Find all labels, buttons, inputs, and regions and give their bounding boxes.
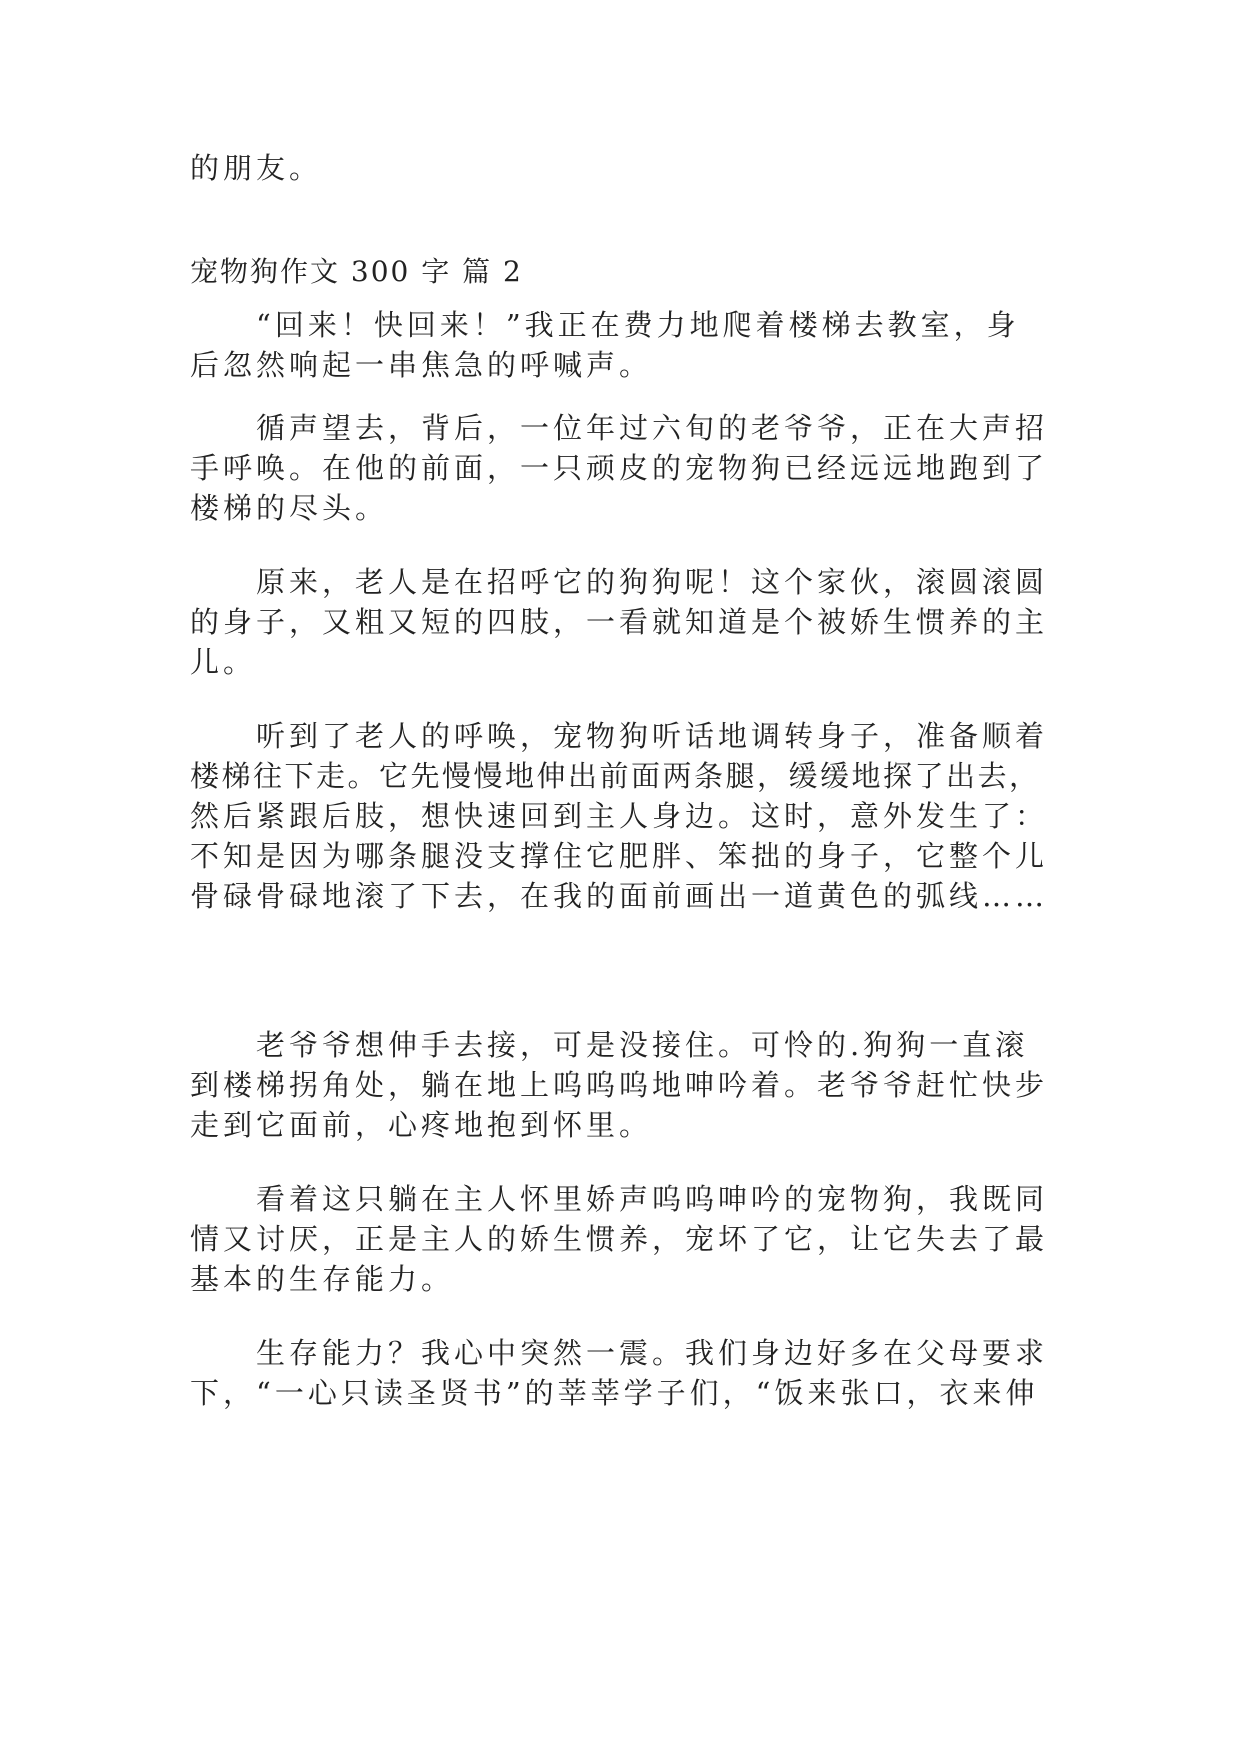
heading-text: 宠物狗作文 300 字 篇 2 [190, 255, 523, 288]
text-line: 老爷爷想伸手去接，可是没接住。可怜的.狗狗一直滚 [256, 1028, 1029, 1062]
text-line: 听到了老人的呼唤，宠物狗听话地调转身子，准备顺着 [256, 719, 1049, 753]
text-line: 骨碌骨碌地滚了下去，在我的面前画出一道黄色的弧线…… [190, 879, 1049, 913]
previous-section-tail [190, 148, 1050, 188]
text-line: 手呼唤。在他的前面，一只顽皮的宠物狗已经远远地跑到了 [190, 451, 1049, 485]
text-line: 下，“一心只读圣贤书”的莘莘学子们，“饭来张口，衣来伸 [190, 1376, 1039, 1410]
text-line: 看着这只躺在主人怀里娇声呜呜呻吟的宠物狗，我既同 [256, 1182, 1049, 1216]
text-line: 楼梯的尽头。 [190, 491, 389, 525]
text-line: 循声望去，背后，一位年过六旬的老爷爷，正在大声招 [256, 411, 1049, 445]
text-line: 然后紧跟后肢，想快速回到主人身边。这时，意外发生了： [190, 799, 1049, 833]
paragraph-2 [190, 408, 1050, 528]
text-line: 情又讨厌，正是主人的娇生惯养，宠坏了它，让它失去了最 [190, 1222, 1049, 1256]
paragraph-6 [190, 1179, 1050, 1299]
text-line: 的朋友。 [190, 151, 323, 185]
paragraph-5 [190, 1025, 1050, 1145]
paragraph-4 [190, 716, 1050, 916]
text-line: 走到它面前，心疼地抱到怀里。 [190, 1108, 653, 1142]
text-line: 儿。 [190, 645, 257, 679]
paragraph-1 [190, 305, 1050, 385]
paragraph-7 [190, 1333, 1050, 1413]
text-line: 后忽然响起一串焦急的呼喊声。 [190, 348, 653, 382]
text-line: 楼梯往下走。它先慢慢地伸出前面两条腿，缓缓地探了出去， [190, 759, 1041, 793]
section-heading [190, 252, 1050, 292]
text-line: 生存能力？我心中突然一震。我们身边好多在父母要求 [256, 1336, 1049, 1370]
text-line: 到楼梯拐角处，躺在地上呜呜呜地呻吟着。老爷爷赶忙快步 [190, 1068, 1049, 1102]
paragraph-3 [190, 562, 1050, 682]
text-line: 基本的生存能力。 [190, 1262, 455, 1296]
text-line: “回来！快回来！”我正在费力地爬着楼梯去教室，身 [256, 308, 1020, 342]
text-line: 原来，老人是在招呼它的狗狗呢！这个家伙，滚圆滚圆 [256, 565, 1049, 599]
text-line: 的身子，又粗又短的四肢，一看就知道是个被娇生惯养的主 [190, 605, 1049, 639]
text-line: 不知是因为哪条腿没支撑住它肥胖、笨拙的身子，它整个儿 [190, 839, 1049, 873]
